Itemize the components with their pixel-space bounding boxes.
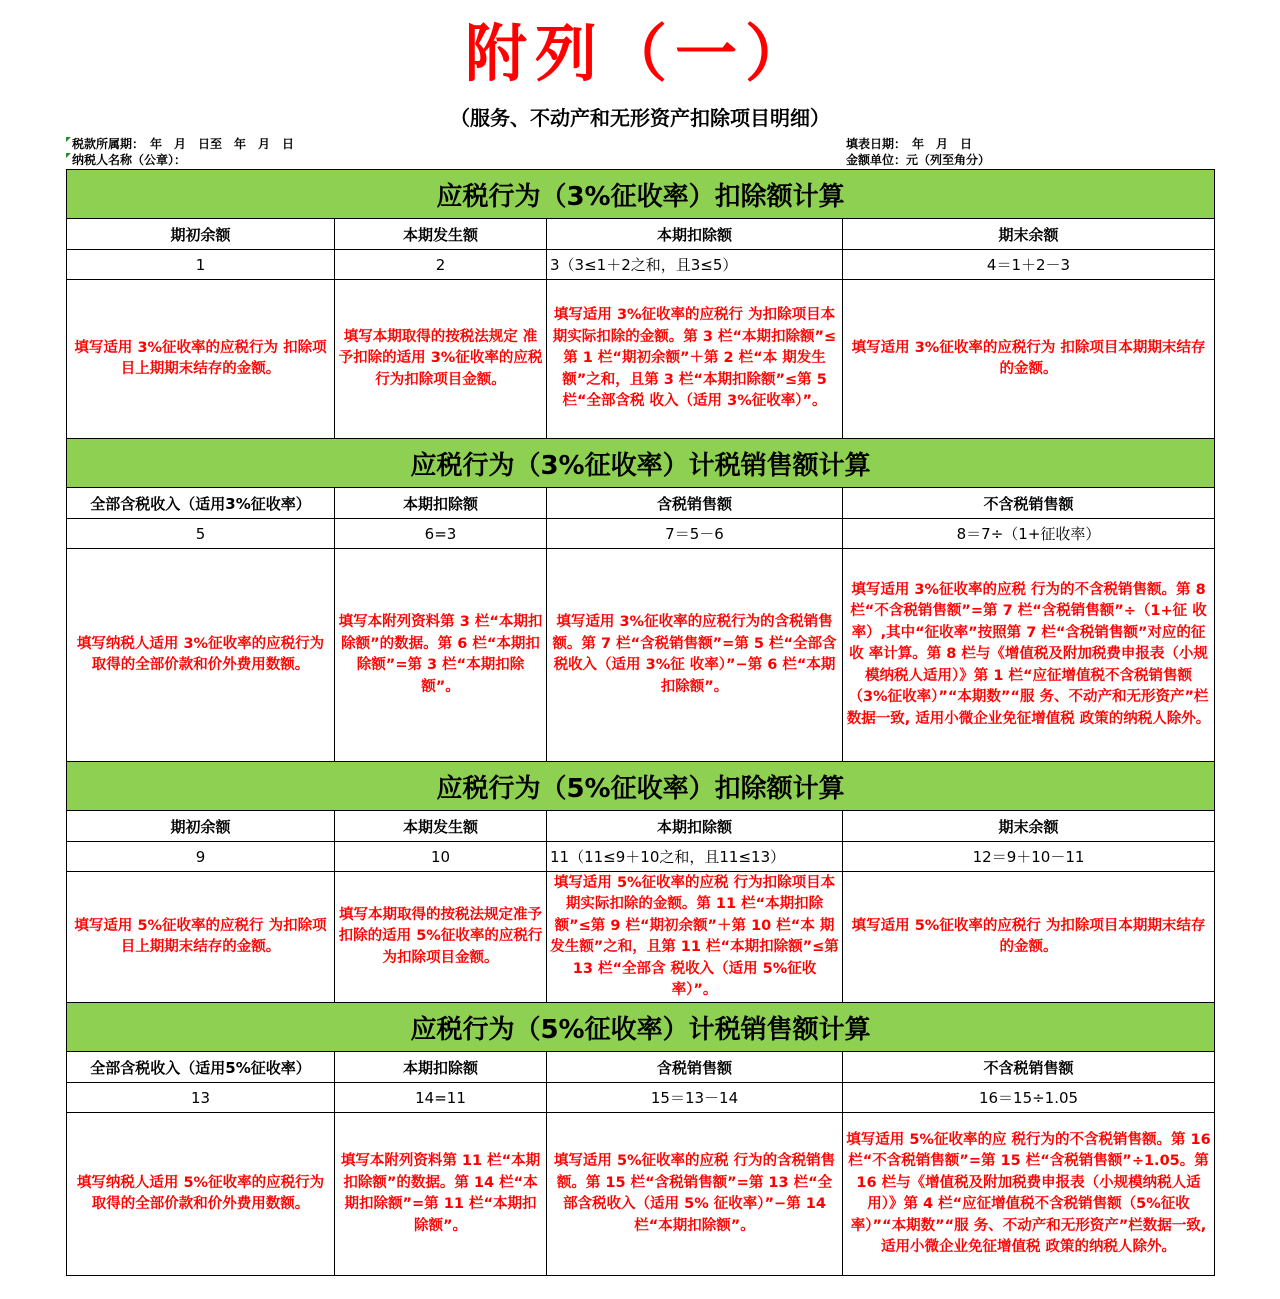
column-number: 8＝7÷（1+征收率） (843, 519, 1215, 549)
description-cell: 填写适用 3%征收率的应税行为的含税销售额。第 7 栏“含税销售额”=第 5 栏“全部含税收入（适用 3%征 收率）”−第 6 栏“本期扣除额”。 (547, 549, 843, 762)
deduction-table (66, 169, 1215, 1276)
column-header: 不含税销售额 (843, 1052, 1215, 1083)
column-number: 5 (67, 519, 335, 549)
column-number: 7＝5－6 (547, 519, 843, 549)
column-number: 1 (67, 250, 335, 280)
column-number: 15＝13－14 (547, 1083, 843, 1113)
column-number: 12＝9＋10－11 (843, 842, 1215, 872)
column-header: 含税销售额 (547, 1052, 843, 1083)
column-header: 全部含税收入（适用5%征收率） (67, 1052, 335, 1083)
column-header: 本期扣除额 (547, 811, 843, 842)
description-cell: 填写适用 5%征收率的应税 行为的含税销售额。第 15 栏“含税销售额”=第 13 栏“全部含税收入（适用 5% 征收率）”−第 14 栏“本期扣除额”。 (547, 1113, 843, 1276)
section-title: 应税行为（5%征收率）计税销售额计算 (67, 1003, 1215, 1052)
section-title: 应税行为（3%征收率）扣除额计算 (67, 170, 1215, 219)
description-cell: 填写适用 3%征收率的应税行为 扣除项目本期期末结存的金额。 (843, 280, 1215, 439)
column-number: 9 (67, 842, 335, 872)
column-header: 本期扣除额 (335, 488, 547, 519)
column-header: 本期扣除额 (335, 1052, 547, 1083)
tax-period-text: 税款所属期： 年 月 日至 年 月 日 (72, 137, 295, 151)
column-number: 2 (335, 250, 547, 280)
section-title: 应税行为（5%征收率）扣除额计算 (67, 762, 1215, 811)
description-cell: 填写本期取得的按税法规定 准予扣除的适用 3%征收率的应税行为扣除项目金额。 (335, 280, 547, 439)
column-number: 3（3≤1＋2之和，且3≤5） (547, 250, 843, 280)
amount-unit-field: 金额单位：元（列至角分） (846, 153, 991, 167)
column-number: 10 (335, 842, 547, 872)
description-cell: 填写本附列资料第 11 栏“本期扣除额”的数据。第 14 栏“本期扣除额”=第 11 栏“本期扣除额”。 (335, 1113, 547, 1276)
section-title: 应税行为（3%征收率）计税销售额计算 (67, 439, 1215, 488)
column-header: 本期发生额 (335, 811, 547, 842)
page-title: 附列（一） (464, 17, 815, 90)
description-cell: 填写适用 5%征收率的应税 行为扣除项目本期实际扣除的金额。第 11 栏“本期扣除额”≤第 9 栏“期初余额”＋第 10 栏“本 期发生额”之和，且第 11 栏“本期扣除额”≤第 13 栏“全部含 税收入（适用 5%征收率）”。 (547, 872, 843, 1003)
column-number: 6=3 (335, 519, 547, 549)
column-number: 13 (67, 1083, 335, 1113)
column-header: 本期扣除额 (547, 219, 843, 250)
column-header: 期初余额 (67, 811, 335, 842)
tax-period-field (66, 137, 294, 152)
taxpayer-text: 纳税人名称（公章）： (72, 153, 187, 167)
description-cell: 填写适用 5%征收率的应税行 为扣除项目上期期末结存的金额。 (67, 872, 335, 1003)
description-cell: 填写适用 3%征收率的应税行为 扣除项目上期期末结存的金额。 (67, 280, 335, 439)
description-cell: 填写纳税人适用 3%征收率的应税行为取得的全部价款和价外费用数额。 (67, 549, 335, 762)
column-number: 16＝15÷1.05 (843, 1083, 1215, 1113)
column-header: 含税销售额 (547, 488, 843, 519)
column-number: 11（11≤9＋10之和，且11≤13） (547, 842, 843, 872)
taxpayer-field (66, 153, 186, 168)
cell-comment-marker (66, 153, 71, 158)
description-cell: 填写本附列资料第 3 栏“本期扣除额”的数据。第 6 栏“本期扣除额”=第 3 栏“本期扣除额”。 (335, 549, 547, 762)
description-cell: 填写适用 5%征收率的应 税行为的不含税销售额。第 16 栏“不含税销售额”=第 15 栏“含税销售额”÷1.05。第 16 栏与《增值税及附加税费申报表（小规模纳税人适用）》第 4 栏“应征增值税不含税销售额（5%征收率）”“本期数”“服 务、不动产和无形资产”栏数据一致, 适用小微企业免征增值税 政策的纳税人除外。 (843, 1113, 1215, 1276)
description-cell: 填写适用 3%征收率的应税 行为的不含税销售额。第 8 栏“不含税销售额”=第 7 栏“含税销售额”÷（1+征 收率）,其中“征收率”按照第 7 栏“含税销售额”对应的征收 率计算。第 8 栏与《增值税及附加税费申报表（小规模纳税人适用）》第 1 栏“应征增值税不含税销售额（3%征收率）”“本期数”“服 务、不动产和无形资产”栏数据一致, 适用小微企业免征增值税 政策的纳税人除外。 (843, 549, 1215, 762)
fill-date-field: 填表日期： 年 月 日 (846, 137, 973, 151)
column-header: 期初余额 (67, 219, 335, 250)
description-cell: 填写适用 3%征收率的应税行 为扣除项目本期实际扣除的金额。第 3 栏“本期扣除额”≤第 1 栏“期初余额”＋第 2 栏“本 期发生额”之和，且第 3 栏“本期扣除额”≤第 5 栏“全部含税 收入（适用 3%征收率）”。 (547, 280, 843, 439)
column-header: 期末余额 (843, 811, 1215, 842)
description-cell: 填写适用 5%征收率的应税行 为扣除项目本期期末结存的金额。 (843, 872, 1215, 1003)
description-cell: 填写本期取得的按税法规定准予扣除的适用 5%征收率的应税行为扣除项目金额。 (335, 872, 547, 1003)
description-cell: 填写纳税人适用 5%征收率的应税行为取得的全部价款和价外费用数额。 (67, 1113, 335, 1276)
page-subtitle: （服务、不动产和无形资产扣除项目明细） (450, 106, 830, 130)
column-header: 全部含税收入（适用3%征收率） (67, 488, 335, 519)
cell-comment-marker (66, 137, 71, 142)
column-header: 本期发生额 (335, 219, 547, 250)
column-number: 14=11 (335, 1083, 547, 1113)
column-number: 4＝1＋2－3 (843, 250, 1215, 280)
column-header: 不含税销售额 (843, 488, 1215, 519)
column-header: 期末余额 (843, 219, 1215, 250)
